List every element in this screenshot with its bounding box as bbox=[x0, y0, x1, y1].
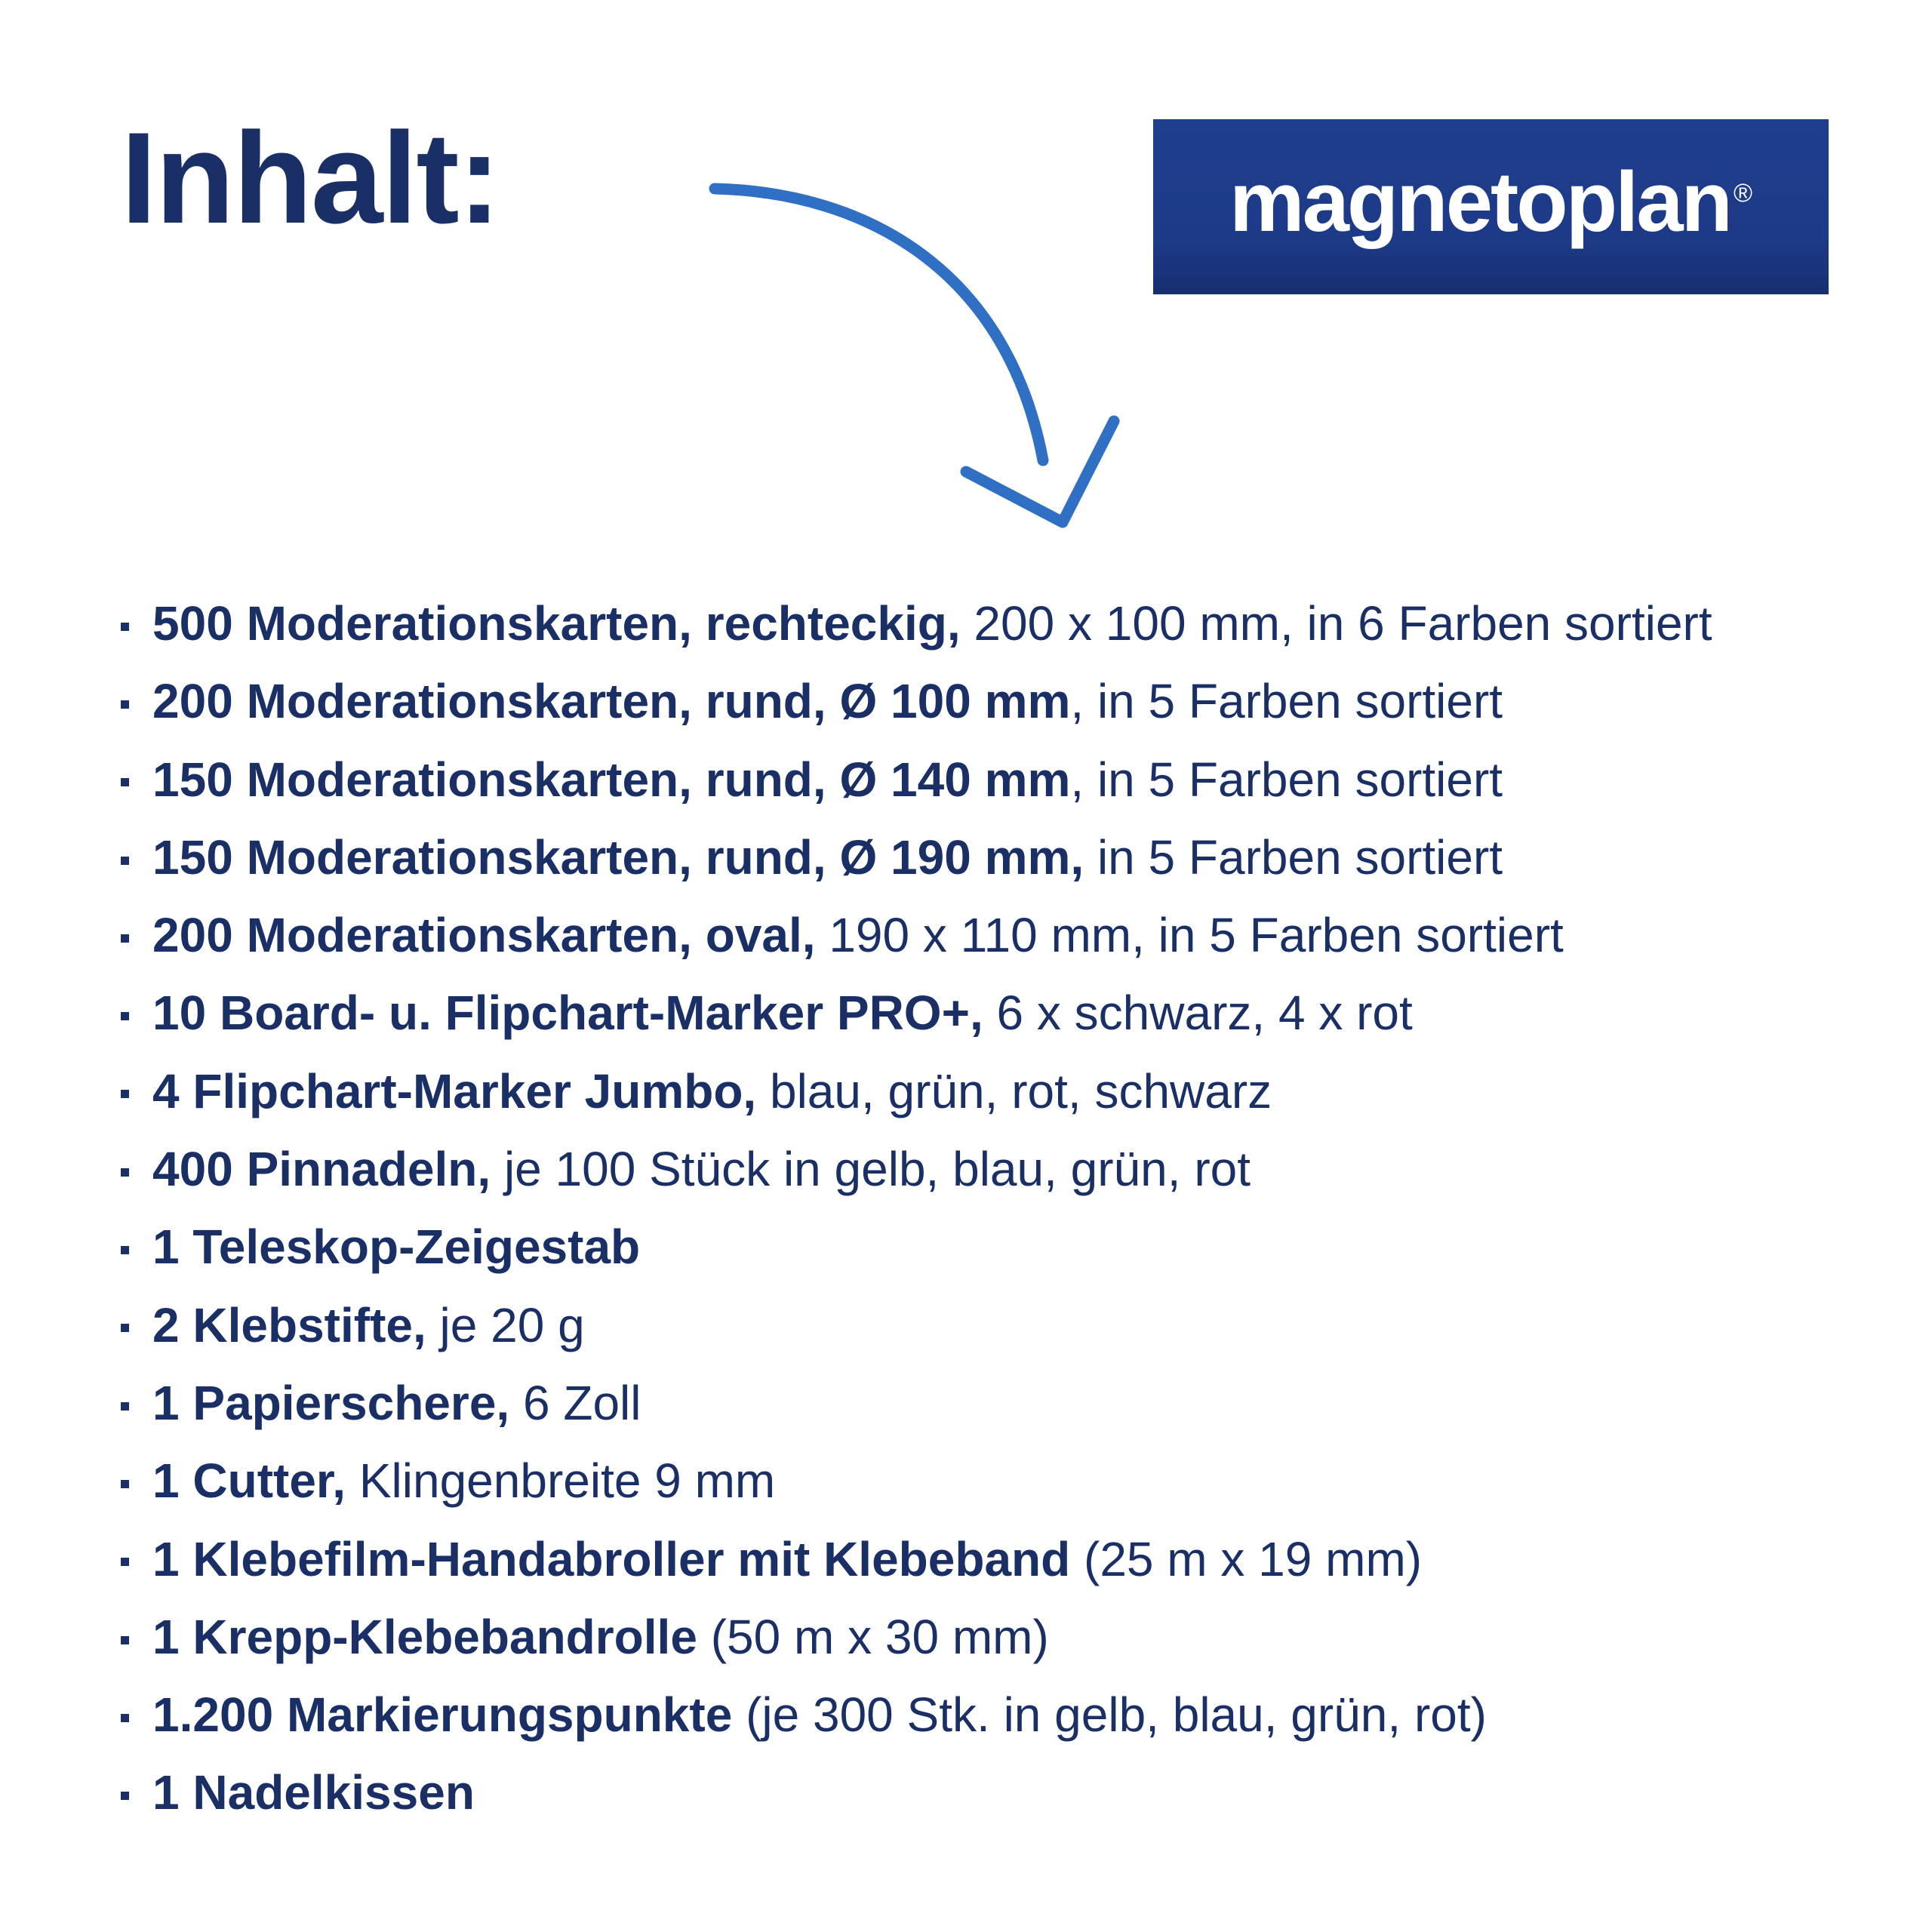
list-item bbox=[121, 741, 1902, 819]
item-name: 200 Moderationskarten, oval, bbox=[152, 908, 816, 963]
item-details: je 20 g bbox=[426, 1297, 585, 1352]
item-name: 150 Moderationskarten, rund, Ø 140 mm bbox=[152, 752, 1071, 807]
item-details: 6 x schwarz, 4 x rot bbox=[983, 986, 1413, 1041]
bullet-icon bbox=[121, 778, 129, 786]
item-details: 190 x 110 mm, in 5 Farben sortiert bbox=[815, 908, 1564, 963]
item-name: 10 Board- u. Flipchart-Marker PRO+, bbox=[152, 986, 983, 1041]
list-item bbox=[121, 897, 1902, 974]
item-details: blau, grün, rot, schwarz bbox=[756, 1063, 1272, 1118]
item-name: 1.200 Markierungspunkte bbox=[152, 1687, 733, 1743]
arrow-curve bbox=[715, 189, 1043, 460]
bullet-icon bbox=[121, 1324, 129, 1332]
item-details: , in 5 Farben sortiert bbox=[1070, 752, 1503, 807]
item-details: (50 m x 30 mm) bbox=[697, 1609, 1049, 1664]
list-item bbox=[121, 1598, 1902, 1676]
bullet-icon bbox=[121, 1636, 129, 1644]
list-item bbox=[121, 1053, 1902, 1131]
bullet-icon bbox=[121, 934, 129, 943]
bullet-icon bbox=[121, 1402, 129, 1411]
item-details: 6 Zoll bbox=[509, 1375, 641, 1430]
bullet-icon bbox=[121, 1168, 129, 1177]
logo-registered-mark: ® bbox=[1733, 178, 1752, 208]
list-item bbox=[121, 1754, 1902, 1832]
bullet-icon bbox=[121, 1792, 129, 1800]
magnetoplan-logo bbox=[1153, 119, 1829, 294]
list-item bbox=[121, 1208, 1902, 1286]
bullet-icon bbox=[121, 700, 129, 709]
list-item bbox=[121, 1287, 1902, 1364]
logo-text: magnetoplan bbox=[1229, 155, 1730, 249]
item-name: 2 Klebstifte, bbox=[152, 1297, 426, 1352]
item-name: 400 Pinnadeln, bbox=[152, 1142, 491, 1197]
item-name: 1 Krepp-Klebebandrolle bbox=[152, 1609, 697, 1664]
item-name: 4 Flipchart-Marker Jumbo, bbox=[152, 1063, 757, 1118]
bullet-icon bbox=[121, 857, 129, 865]
list-item bbox=[121, 819, 1902, 897]
list-item bbox=[121, 585, 1902, 663]
list-item bbox=[121, 663, 1902, 740]
content-list bbox=[121, 585, 1902, 1832]
list-item bbox=[121, 1442, 1902, 1520]
page-title: Inhalt: bbox=[121, 106, 500, 251]
item-details: Klingenbreite 9 mm bbox=[346, 1454, 776, 1509]
item-name: 150 Moderationskarten, rund, Ø 190 mm, bbox=[152, 829, 1084, 884]
item-details: (je 300 Stk. in gelb, blau, grün, rot) bbox=[732, 1687, 1487, 1743]
bullet-icon bbox=[121, 1090, 129, 1098]
bullet-icon bbox=[121, 1246, 129, 1254]
item-name: 1 Papierschere, bbox=[152, 1375, 510, 1430]
item-details: , in 5 Farben sortiert bbox=[1070, 674, 1503, 729]
item-name: 500 Moderationskarten, rechteckig, bbox=[152, 596, 961, 651]
item-details: in 5 Farben sortiert bbox=[1084, 829, 1503, 884]
item-name: 1 Nadelkissen bbox=[152, 1765, 475, 1820]
item-name: 200 Moderationskarten, rund, Ø 100 mm bbox=[152, 674, 1071, 729]
list-item bbox=[121, 1364, 1902, 1442]
list-item bbox=[121, 1131, 1902, 1208]
item-name: 1 Cutter, bbox=[152, 1454, 346, 1509]
bullet-icon bbox=[121, 1558, 129, 1566]
arrow-head bbox=[966, 421, 1114, 522]
bullet-icon bbox=[121, 1012, 129, 1020]
item-name: 1 Klebefilm-Handabroller mit Klebeband bbox=[152, 1531, 1071, 1586]
item-details: 200 x 100 mm, in 6 Farben sortiert bbox=[960, 596, 1712, 651]
bullet-icon bbox=[121, 1480, 129, 1488]
item-details: (25 m x 19 mm) bbox=[1070, 1531, 1423, 1586]
list-item bbox=[121, 974, 1902, 1052]
list-item bbox=[121, 1521, 1902, 1598]
list-item bbox=[121, 1676, 1902, 1754]
item-details: je 100 Stück in gelb, blau, grün, rot bbox=[491, 1142, 1251, 1197]
item-name: 1 Teleskop-Zeigestab bbox=[152, 1220, 641, 1275]
bullet-icon bbox=[121, 1714, 129, 1722]
bullet-icon bbox=[121, 623, 129, 631]
